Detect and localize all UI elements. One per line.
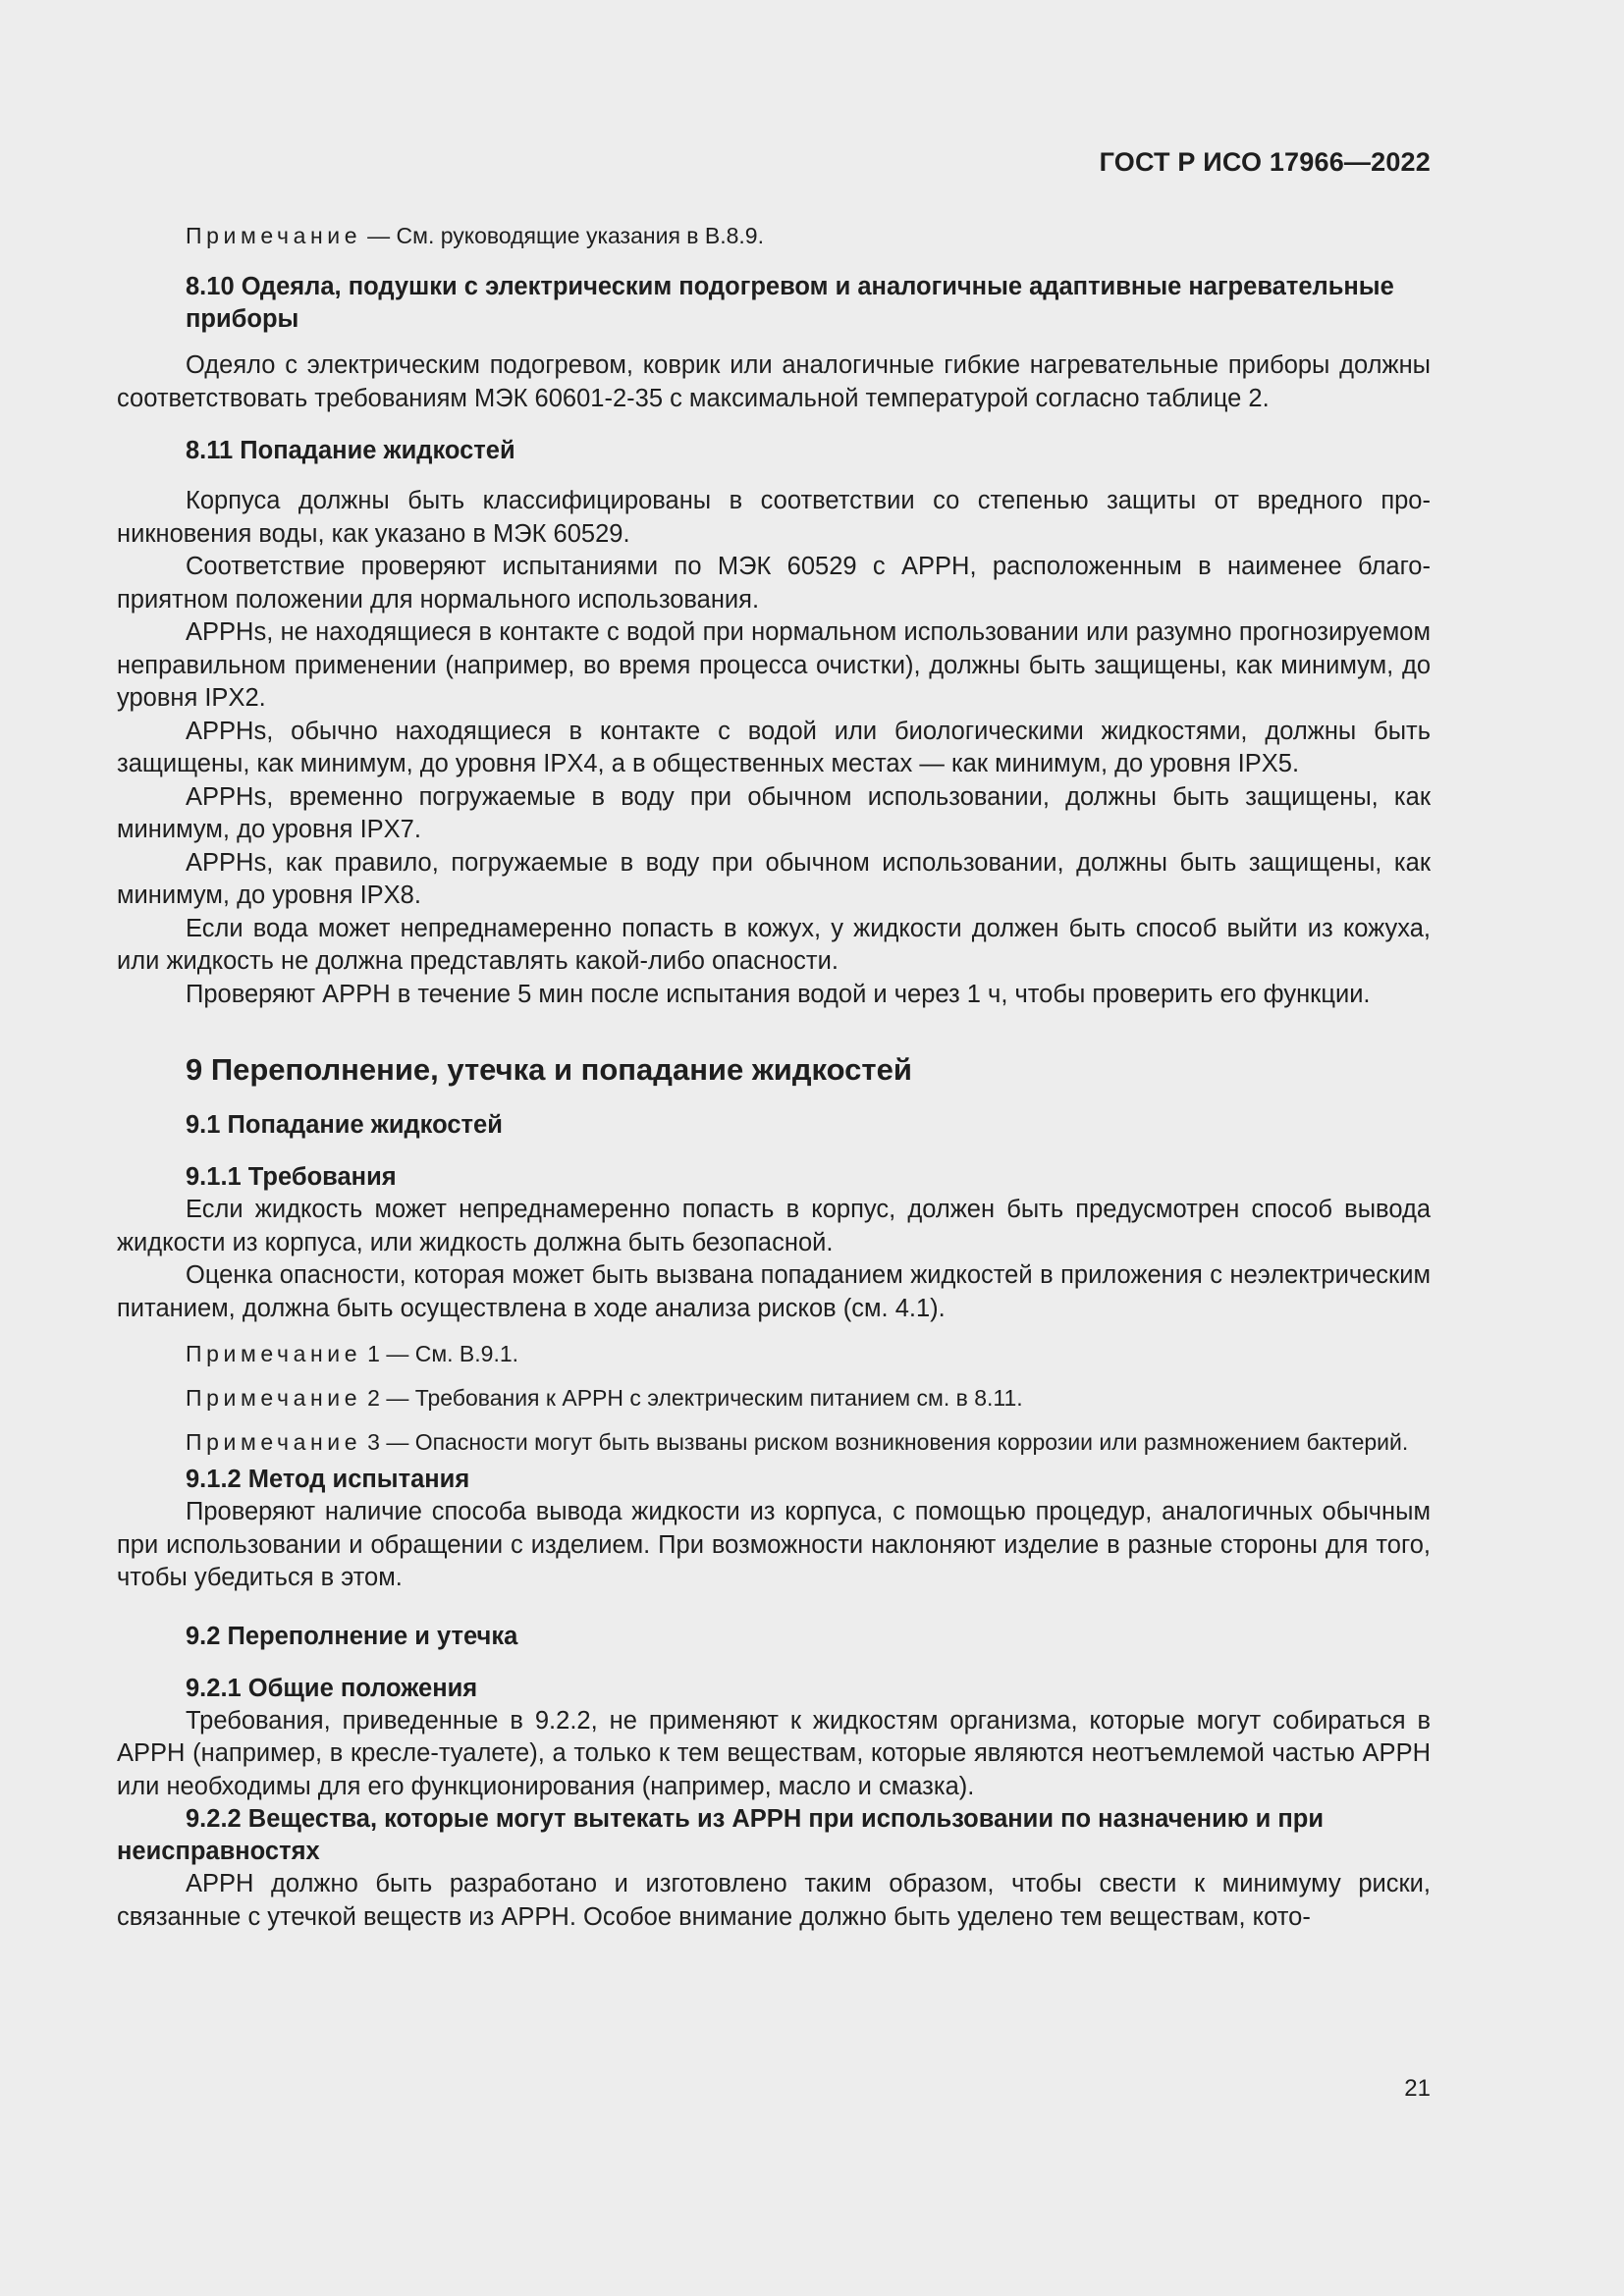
section-8-11-title: 8.11 Попадание жидкостей	[186, 437, 515, 464]
paragraph: APPH должно быть разработано и изготовлено таким образом, чтобы свести к минимуму риски, связанные с утечкой веществ из APPH. Особое внимание должно быть уделено тем веществам, кото-	[117, 1870, 1431, 1931]
paragraph: Если жидкость может непреднамеренно попасть в корпус, должен быть предусмотрен способ вывода жидкости из корпуса, или жидкость должна быть безопасной.	[117, 1196, 1431, 1256]
note-text: 1 — См. В.9.1.	[367, 1341, 519, 1366]
paragraph: Корпуса должны быть классифицированы в соответствии со степенью защиты от вредного проникновения воды, как указано в МЭК 60529.	[117, 487, 1431, 548]
paragraph: Оценка опасности, которая может быть вызвана попаданием жидкостей в приложения с неэлектрическим питанием, должна быть осуществлена в ходе анализа рисков (см. 4.1).	[117, 1261, 1431, 1322]
note	[117, 1427, 1431, 1458]
note-text: — См. руководящие указания в B.8.9.	[367, 223, 764, 248]
note-text: 2 — Требования к APPH с электрическим питанием см. в 8.11.	[367, 1385, 1023, 1411]
page-content	[117, 221, 1431, 1934]
note	[117, 1339, 1431, 1369]
paragraph: APPHs, как правило, погружаемые в воду при обычном использовании, должны быть защищены, как минимум, до уровня IPX8.	[117, 848, 1431, 909]
paragraph: Проверяют APPH в течение 5 мин после испытания водой и через 1 ч, чтобы проверить его функции.	[186, 980, 1371, 1008]
paragraph: APPHs, временно погружаемые в воду при обычном использовании, должны быть защищены, как минимум, до уровня IPX7.	[117, 782, 1431, 843]
paragraph: Требования, приведенные в 9.2.2, не применяют к жидкостям организма, которые могут собираться в APPH (например, в кресле-туалете), а только к тем веществам, которые являются неотъемлемой частью APPH или необходимы для его функционирования (например, масло и смазка).	[117, 1706, 1431, 1800]
paragraph: APPHs, не находящиеся в контакте с водой при нормальном использовании или разумно прогнозируемом неправильном применении (например, во время процесса очистки), должны быть защищены, как минимум, до уровня IPX2.	[117, 618, 1431, 712]
note-label: Примечание	[186, 223, 362, 248]
paragraph: APPHs, обычно находящиеся в контакте с водой или биологическими жидкостями, должны быть защищены, как минимум, до уровня IPX4, а в общественных местах — как минимум, до уровня IPX5.	[117, 717, 1431, 777]
note	[117, 221, 1431, 251]
page-number: 21	[1404, 2075, 1431, 2102]
note-label: Примечание	[186, 1341, 362, 1366]
section-9-1-title: 9.1 Попадание жидкостей	[186, 1111, 503, 1139]
section-9-1-2-title: 9.1.2 Метод испытания	[186, 1466, 470, 1493]
paragraph: Соответствие проверяют испытаниями по МЭК 60529 с APPH, расположенным в наименее благоприятном положении для нормального использования.	[117, 553, 1431, 614]
note-text: 3 — Опасности могут быть вызваны риском возникновения коррозии или размножением бактерий.	[367, 1429, 1409, 1455]
document-page	[117, 0, 1431, 2296]
standard-header: ГОСТ Р ИСО 17966—2022	[1099, 147, 1431, 177]
note-label: Примечание	[186, 1385, 362, 1411]
note-label: Примечание	[186, 1429, 362, 1455]
section-9-2-2-title: 9.2.2 Вещества, которые могут вытекать из APPH при использовании по назначению и при неисправностях	[117, 1805, 1325, 1865]
paragraph: Если вода может непреднамеренно попасть в кожух, у жидкости должен быть способ выйти из кожуха, или жидкость не должна представлять какой-либо опасности.	[117, 914, 1431, 975]
section-9-title: 9 Переполнение, утечка и попадание жидкостей	[186, 1052, 912, 1087]
paragraph: Проверяют наличие способа вывода жидкости из корпуса, с помощью процедур, аналогичных обычным при использовании и обращении с изделием. При возможности наклоняют изделие в разные стороны для того, чтобы убедиться в этом.	[117, 1498, 1431, 1591]
note	[117, 1383, 1431, 1414]
section-9-1-1-title: 9.1.1 Требования	[186, 1163, 397, 1191]
section-9-2-1-title: 9.2.1 Общие положения	[186, 1674, 478, 1702]
paragraph: Одеяло с электрическим подогревом, коврик или аналогичные гибкие нагревательные приборы должны соответствовать требованиям МЭК 60601-2-35 с максимальной температурой согласно таблице 2.	[117, 351, 1431, 412]
section-8-10-title: 8.10 Одеяла, подушки с электрическим подогревом и аналогичные адаптивные нагревательные приборы	[186, 273, 1394, 333]
section-9-2-title: 9.2 Переполнение и утечка	[186, 1622, 518, 1650]
